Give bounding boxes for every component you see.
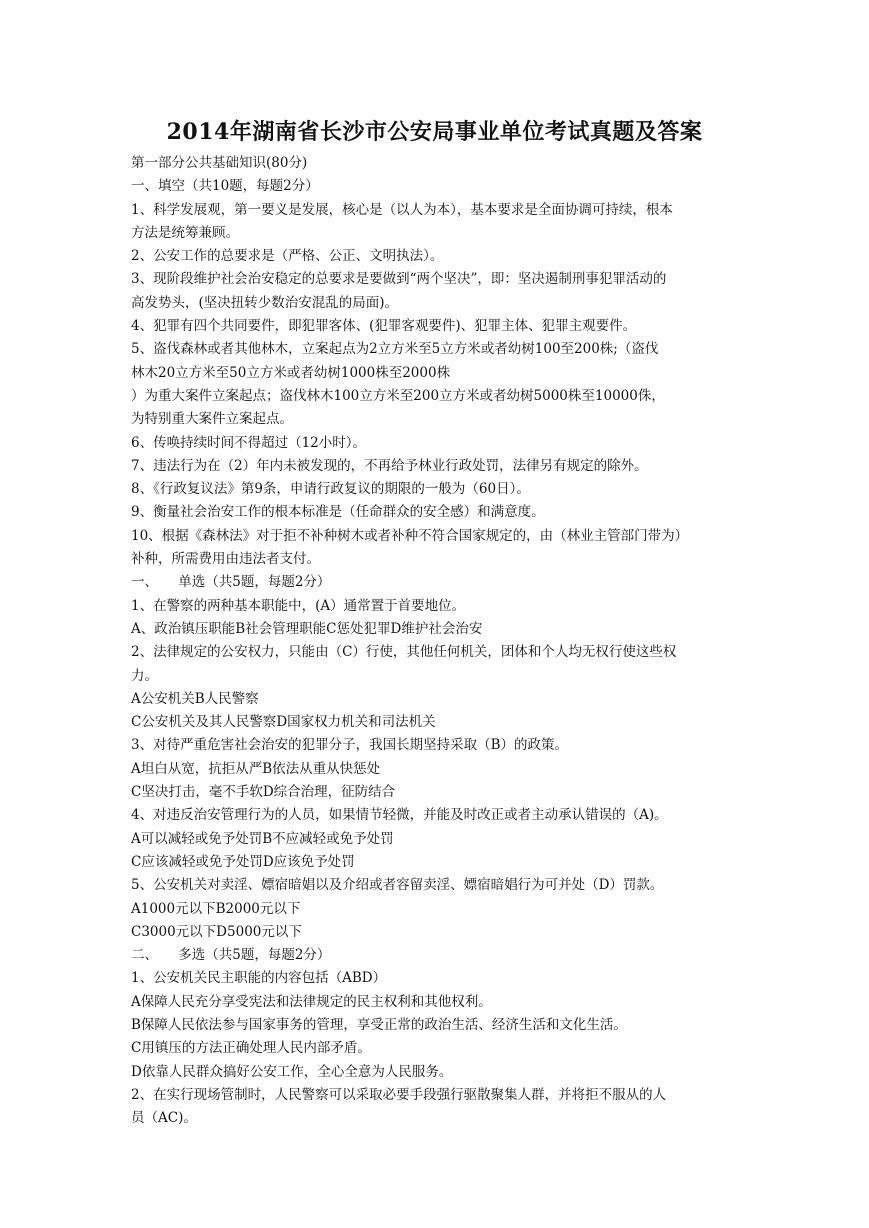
text-line: 1、在警察的两种基本职能中，(A）通常置于首要地位。: [131, 597, 466, 614]
text-line: 6、传唤持续时间不得超过（12小时）。: [131, 434, 367, 451]
text-line: 10、根据《森林法》对于拒不补种树木或者补种不符合国家规定的，由（林业主管部门带为）: [131, 527, 689, 544]
text-line: C公安机关及其人民警察D国家权力机关和司法机关: [131, 714, 436, 731]
text-line: 2、法律规定的公安权力，只能由（C）行使，其他任何机关，团体和个人均无权行使这些权: [131, 644, 677, 661]
text-line: A、政治镇压职能B社会管理职能C惩处犯罪D维护社会治安: [131, 620, 483, 637]
text-line: 第一部分公共基础知识(80分): [131, 155, 308, 171]
text-line: C坚决打击，毫不手软D综合治理，征防结合: [131, 784, 396, 801]
text-line: 5、公安机关对卖淫、嫖宿暗娼以及介绍或者容留卖淫、嫖宿暗娼行为可并处（D）罚款。: [131, 877, 664, 894]
text-line: D依靠人民群众搞好公安工作，全心全意为人民服务。: [131, 1063, 453, 1080]
document-body: [131, 152, 741, 1130]
document-title: 2014年湖南省长沙市公安局事业单位考试真题及答案: [166, 119, 703, 145]
text-line: 1、公安机关民主职能的内容包括（ABD）: [131, 970, 387, 987]
text-line: 7、违法行为在（2）年内未被发现的，不再给予林业行政处罚，法律另有规定的除外。: [131, 457, 648, 474]
text-line: 一、填空（共10题，每题2分）: [131, 178, 319, 195]
text-line: C应该减轻或免予处罚D应该免予处罚: [131, 853, 355, 870]
text-line: A保障人民充分享受宪法和法律规定的民主权利和其他权利。: [131, 993, 492, 1010]
text-line: 9、衡量社会治安工作的根本标准是（任命群众的安全感）和满意度。: [131, 504, 545, 521]
text-line: 2、在实行现场管制时，人民警察可以采取必要手段强行驱散聚集人群，并将拒不服从的人: [131, 1086, 667, 1103]
text-line: A坦白从宽，抗拒从严B依法从重从快惩处: [131, 760, 381, 777]
text-line: A1000元以下B2000元以下: [131, 900, 301, 917]
text-line: 3、对待严重危害社会治安的犯罪分子，我国长期坚持采取（B）的政策。: [131, 737, 569, 754]
text-line: 力。: [131, 667, 158, 684]
text-line: 方法是统筹兼顾。: [131, 224, 239, 241]
text-line: 1、科学发展观，第一要义是发展，核心是（以人为本），基本要求是全面协调可持续，根本: [131, 201, 673, 218]
text-line: 二、 多选（共5题，每题2分）: [131, 947, 331, 964]
text-line: C3000元以下D5000元以下: [131, 923, 302, 940]
text-line: A可以减轻或免予处罚B不应减轻或免予处罚: [131, 830, 394, 847]
text-line: 8、《行政复议法》第9条，申请行政复议的期限的一般为（60日）。: [131, 481, 530, 498]
text-line: C用镇压的方法正确处理人民内部矛盾。: [131, 1040, 371, 1057]
text-line: 员（AC)。: [131, 1110, 197, 1127]
text-line: 高发势头，(坚决扭转少数治安混乱的局面)。: [131, 294, 399, 311]
text-line: 林木20立方米至50立方米或者幼树1000株至2000株: [131, 364, 451, 381]
text-line: 3、现阶段维护社会治安稳定的总要求是要做到“两个坚决”，即：坚决遏制刑事犯罪活动的: [131, 271, 667, 288]
text-line: B保障人民依法参与国家事务的管理，享受正常的政治生活、经济生活和文化生活。: [131, 1016, 627, 1033]
text-line: 4、对违反治安管理行为的人员，如果情节轻微，并能及时改正或者主动承认错误的（A)。: [131, 807, 668, 824]
text-line: A公安机关B人民警察: [131, 690, 259, 707]
text-line: 4、犯罪有四个共同要件，即犯罪客体、(犯罪客观要件)、犯罪主体、犯罪主观要件。: [131, 318, 637, 335]
text-line: 一、 单选（共5题，每题2分）: [131, 574, 331, 591]
text-line: ）为重大案件立案起点；盗伐林木100立方米至200立方米或者幼树5000株至10000侏，: [131, 387, 665, 404]
text-line: 5、盗伐森林或者其他林木，立案起点为2立方米至5立方米或者幼树100至200株;（盗伐: [131, 341, 659, 358]
text-line: 2、公安工作的总要求是（严格、公正、文明执法）。: [131, 248, 444, 265]
text-line: 为特别重大案件立案起点。: [131, 411, 293, 428]
text-line: 补种，所需费用由违法者支付。: [131, 551, 320, 568]
